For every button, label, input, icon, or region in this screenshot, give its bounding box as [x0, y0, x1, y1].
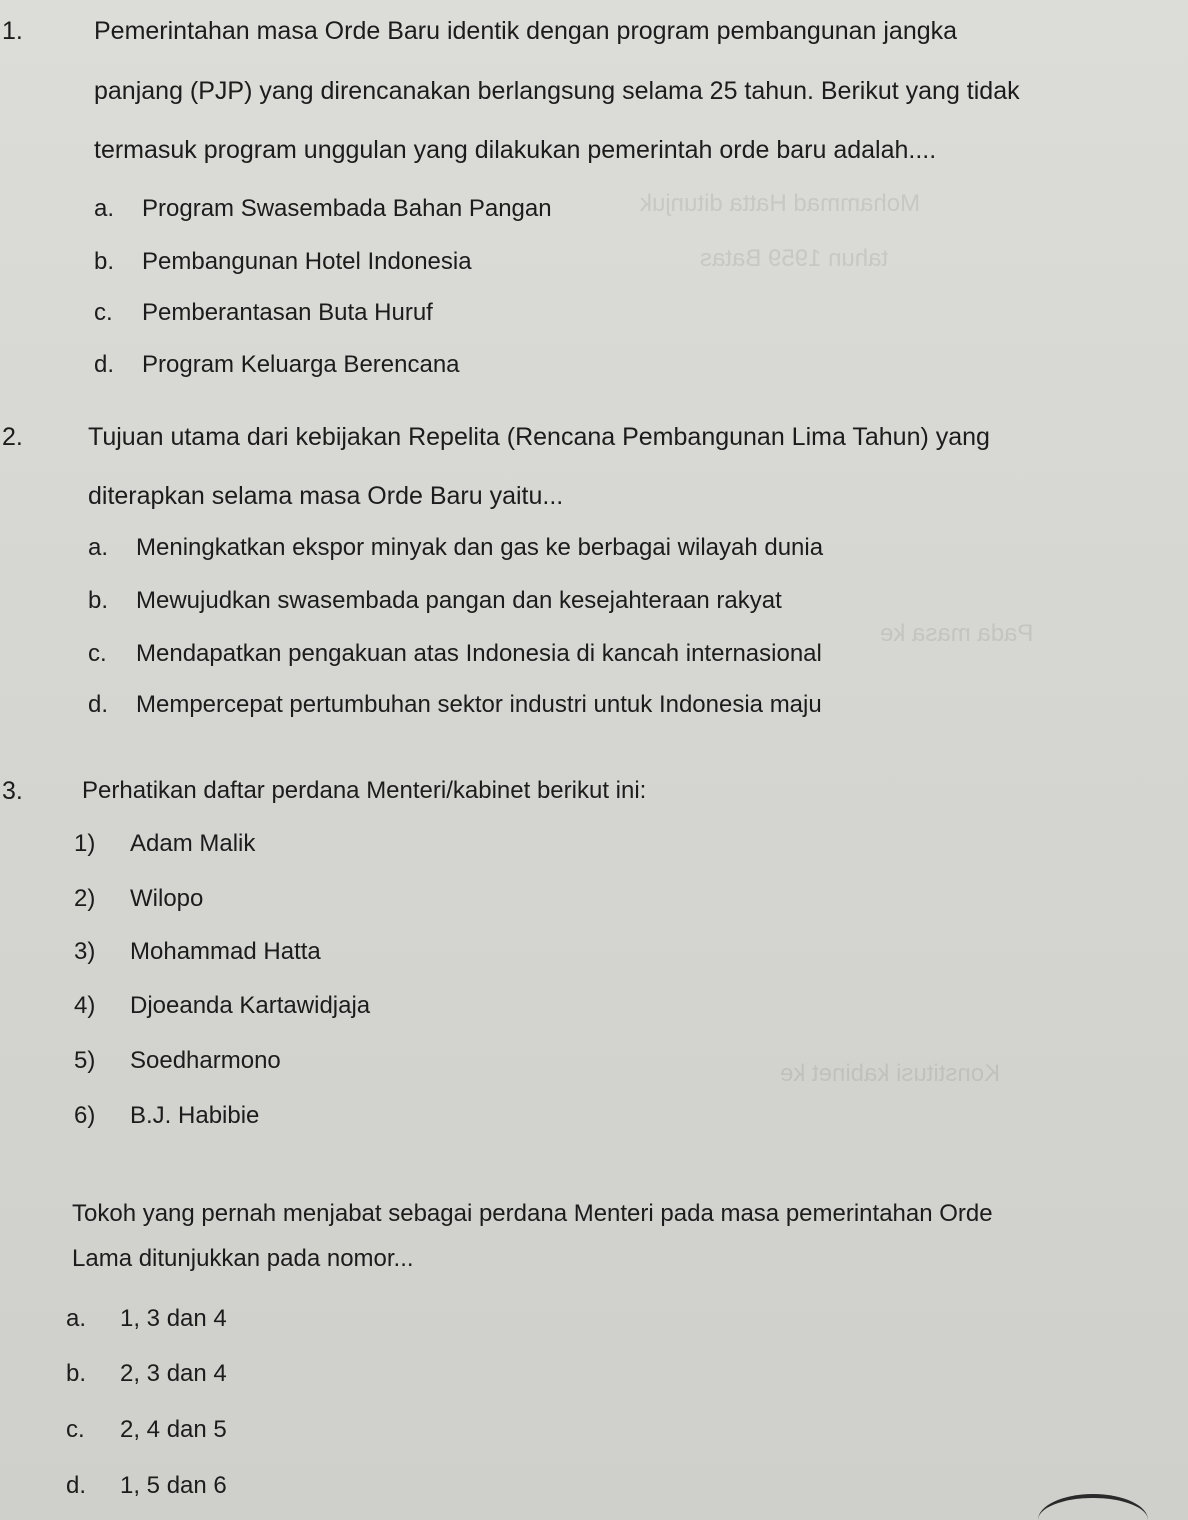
- question-text-line: diterapkan selama masa Orde Baru yaitu...: [88, 482, 564, 510]
- option-letter: c.: [66, 1416, 85, 1443]
- question-text-line: termasuk program unggulan yang dilakukan pemerintah orde baru adalah....: [94, 136, 937, 164]
- option-text: 1, 5 dan 6: [120, 1472, 227, 1499]
- list-item: [74, 1046, 281, 1076]
- question-text-line: Tujuan utama dari kebijakan Repelita (Rencana Pembangunan Lima Tahun) yang: [88, 423, 990, 451]
- question-text-line: Pemerintahan masa Orde Baru identik dengan program pembangunan jangka: [94, 17, 958, 45]
- option-letter: c.: [94, 299, 113, 326]
- option-letter: a.: [88, 534, 109, 561]
- list-item: [74, 991, 370, 1021]
- option-text: 2, 3 dan 4: [120, 1360, 227, 1387]
- list-item-text: Adam Malik: [130, 830, 256, 857]
- option-text: Mewujudkan swasembada pangan dan kesejahteraan rakyat: [136, 587, 782, 614]
- list-item-number: 1): [74, 830, 96, 857]
- list-item: [74, 937, 321, 967]
- option-a[interactable]: [66, 1304, 227, 1334]
- list-item-text: Djoeanda Kartawidjaja: [130, 992, 371, 1019]
- option-text: 1, 3 dan 4: [120, 1305, 227, 1332]
- list-item-number: 3): [74, 938, 96, 965]
- option-a[interactable]: [94, 194, 552, 224]
- option-letter: b.: [88, 587, 109, 614]
- question-text-line: Lama ditunjukkan pada nomor...: [72, 1245, 414, 1272]
- option-letter: a.: [66, 1305, 87, 1332]
- list-item: [74, 1101, 259, 1131]
- bleed-through-text: Pada masa ke: [880, 620, 1034, 647]
- question-text-line: Tokoh yang pernah menjabat sebagai perdana Menteri pada masa pemerintahan Orde: [72, 1200, 993, 1227]
- option-letter: a.: [94, 195, 115, 222]
- option-text: Pembangunan Hotel Indonesia: [142, 248, 472, 275]
- question-number: 1.: [2, 17, 23, 45]
- list-item-text: Soedharmono: [130, 1047, 281, 1074]
- question-text-line: panjang (PJP) yang direncanakan berlangsung selama 25 tahun. Berikut yang tidak: [94, 77, 1020, 105]
- option-text: Mendapatkan pengakuan atas Indonesia di kancah internasional: [136, 640, 822, 667]
- option-letter: d.: [88, 691, 109, 718]
- list-item-text: Mohammad Hatta: [130, 938, 321, 965]
- option-a[interactable]: [88, 533, 823, 563]
- list-item: [74, 884, 203, 914]
- list-item-text: B.J. Habibie: [130, 1102, 260, 1129]
- question-number: 2.: [2, 423, 23, 451]
- list-item-number: 5): [74, 1047, 96, 1074]
- list-item: [74, 829, 255, 859]
- option-text: Pemberantasan Buta Huruf: [142, 299, 433, 326]
- bleed-through-text: Mohammad Hatta ditunjuk: [640, 190, 921, 217]
- option-letter: b.: [94, 248, 115, 275]
- option-d[interactable]: [88, 690, 822, 720]
- list-item-text: Wilopo: [130, 885, 204, 912]
- option-letter: c.: [88, 640, 107, 667]
- option-text: Program Swasembada Bahan Pangan: [142, 195, 552, 222]
- option-text: Meningkatkan ekspor minyak dan gas ke berbagai wilayah dunia: [136, 534, 824, 561]
- option-letter: d.: [66, 1472, 87, 1499]
- option-b[interactable]: [94, 247, 472, 277]
- option-text: 2, 4 dan 5: [120, 1416, 227, 1443]
- option-b[interactable]: [88, 586, 782, 616]
- option-c[interactable]: [88, 639, 822, 669]
- option-letter: d.: [94, 351, 115, 378]
- option-c[interactable]: [94, 298, 433, 328]
- question-number: 3.: [2, 777, 23, 805]
- question-intro: Perhatikan daftar perdana Menteri/kabinet berikut ini:: [82, 777, 647, 804]
- option-letter: b.: [66, 1360, 87, 1387]
- option-c[interactable]: [66, 1415, 227, 1445]
- list-item-number: 2): [74, 885, 96, 912]
- bleed-through-text: tahun 1959 Batas: [700, 245, 889, 272]
- list-item-number: 4): [74, 992, 96, 1019]
- option-d[interactable]: [94, 350, 460, 380]
- list-item-number: 6): [74, 1102, 96, 1129]
- option-d[interactable]: [66, 1471, 227, 1501]
- option-b[interactable]: [66, 1359, 227, 1389]
- option-text: Mempercepat pertumbuhan sektor industri untuk Indonesia maju: [136, 691, 822, 718]
- bleed-through-text: Konstitusi kabinet ke: [780, 1060, 1001, 1087]
- binder-edge-mark: [1038, 1494, 1148, 1520]
- option-text: Program Keluarga Berencana: [142, 351, 460, 378]
